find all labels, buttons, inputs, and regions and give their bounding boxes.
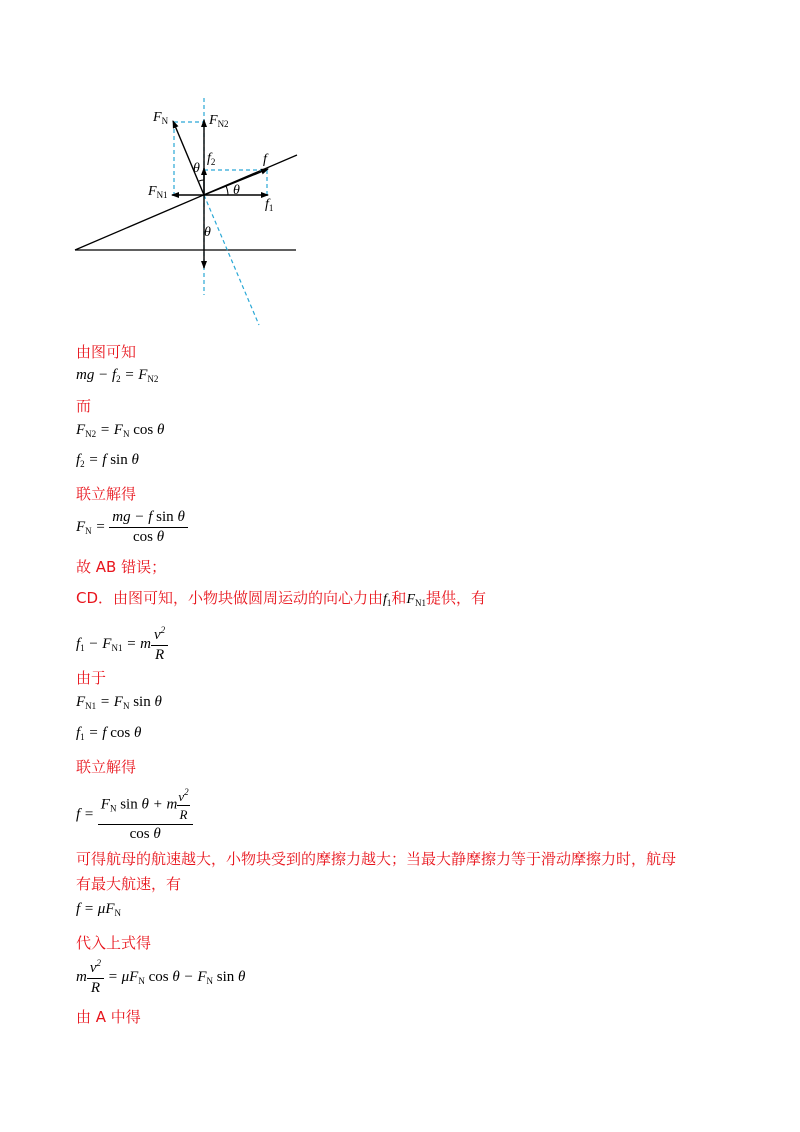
text-line-5: CD．由图可知，小物块做圆周运动的向心力由$f_1$和$F_{N1}$提供，有 bbox=[76, 589, 487, 608]
normal-dashed-line bbox=[204, 195, 259, 325]
text-line-7: 联立解得 bbox=[76, 758, 137, 776]
theta-arc-top bbox=[199, 180, 204, 181]
eq-f-solution: f = $F_N$ sin θ + m $\frac{v^2}{R}$ cos θ bbox=[76, 787, 193, 843]
eq-substituted: m $\frac{v^2}{R}$ = $\mu F_N$ $\cos \theta - F_N$ sin θ bbox=[76, 958, 246, 996]
eq-f2: $f_2 = f$ sin θ bbox=[76, 452, 139, 469]
eq-centripetal: $f_1 - F_{N1} = m$ $\frac{v^2}{R}$ bbox=[76, 625, 168, 664]
label-f2: $f_2$ bbox=[207, 151, 216, 167]
eq-mg-f2: mg − $f_2 = F_{N2}$ bbox=[76, 367, 159, 384]
text-line-3: 联立解得 bbox=[76, 485, 137, 503]
label-f1: $f_1$ bbox=[265, 197, 274, 213]
text-line-6: 由于 bbox=[76, 669, 107, 687]
eq-fn2: $F_{N2} = F_N$ cos θ bbox=[76, 422, 165, 439]
eq-fn-solution: $F_N$ = $\frac{\text{mg − f sin θ}}{\text{cos θ}}$ bbox=[76, 509, 188, 546]
eq-fn1: $F_{N1} = F_N$ sin θ bbox=[76, 694, 162, 711]
label-fn2: $F_{N2}$ bbox=[209, 113, 229, 129]
text-line-8: 可得航母的航速越大，小物块受到的摩擦力越大；当最大静摩擦力等于滑动摩擦力时，航母 bbox=[76, 850, 677, 868]
label-f: f bbox=[263, 152, 267, 167]
incline-line bbox=[75, 155, 297, 250]
text-line-2: 而 bbox=[76, 397, 92, 415]
eq-f1: $f_1 = f$ cos θ bbox=[76, 725, 142, 742]
label-fn1: $F_{N1}$ bbox=[148, 184, 168, 200]
eq-f-max: $f = \mu F_N$ bbox=[76, 901, 121, 918]
text-line-1: 由图可知 bbox=[76, 343, 137, 361]
label-theta-incline: θ bbox=[233, 183, 240, 198]
text-line-9: 有最大航速，有 bbox=[76, 875, 182, 893]
text-line-11: 由 A 中得 bbox=[76, 1008, 141, 1026]
fn-arrow bbox=[173, 121, 204, 195]
label-theta-top: θ bbox=[193, 161, 200, 176]
theta-arc bbox=[226, 186, 228, 195]
text-line-10: 代入上式得 bbox=[76, 934, 152, 952]
text-line-4: 故 AB 错误； bbox=[76, 558, 167, 576]
label-fn: $F_N$ bbox=[153, 110, 169, 126]
label-theta-bottom: θ bbox=[204, 225, 211, 240]
force-diagram bbox=[60, 95, 320, 335]
